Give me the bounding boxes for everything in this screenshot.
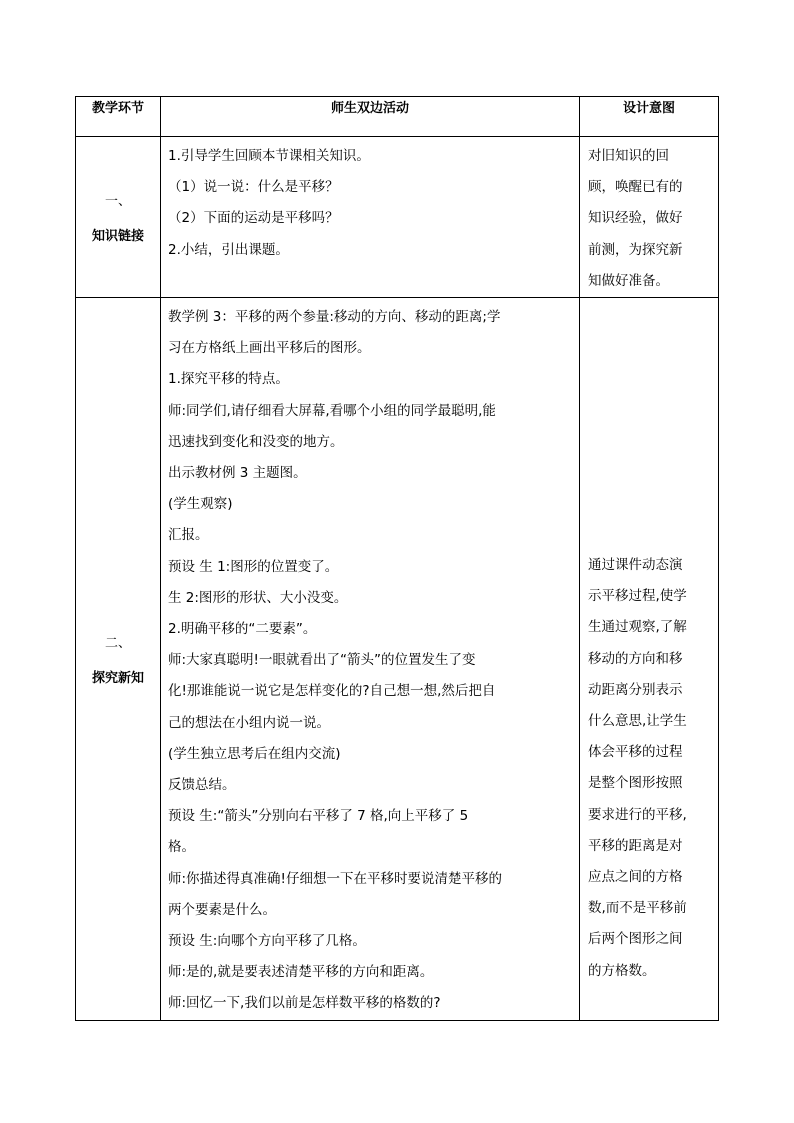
- header-intent: 设计意图: [580, 97, 719, 137]
- text-line: 知做好准备。: [588, 272, 669, 289]
- text-line: 格。: [168, 839, 195, 856]
- text-line: 师:同学们,请仔细看大屏幕,看哪个小组的同学最聪明,能: [168, 402, 496, 419]
- text-line: 顾，唤醒已有的: [588, 179, 683, 196]
- text-line: 动距离分别表示: [588, 681, 683, 698]
- text-line: 要求进行的平移,: [588, 806, 687, 823]
- text-line: 汇报。: [168, 527, 209, 544]
- text-line: 示平移过程,使学: [588, 588, 687, 605]
- stage-cell: [76, 298, 161, 1021]
- activity-cell: [161, 298, 580, 1021]
- text-line: 习在方格纸上画出平移后的图形。: [168, 340, 371, 357]
- activity-lines: [161, 298, 579, 1020]
- text-line: 预设 生 1:图形的位置变了。: [168, 558, 339, 575]
- stage-name: 探究新知: [91, 670, 144, 686]
- text-line: 出示教材例 3 主题图。: [168, 465, 307, 482]
- text-line: 应点之间的方格: [588, 869, 683, 886]
- stage-cell: [76, 137, 161, 298]
- intent-lines: [580, 298, 718, 987]
- text-line: 两个要素是什么。: [168, 901, 276, 918]
- text-line: 化!那谁能说一说它是怎样变化的?自己想一想,然后把自: [168, 683, 496, 700]
- text-line: 生通过观察,了解: [588, 619, 687, 636]
- text-line: 平移的距离是对: [588, 837, 683, 854]
- text-line: 1.探究平移的特点。: [168, 371, 289, 388]
- lesson-plan-table: [75, 96, 719, 1021]
- text-line: 己的想法在小组内说一说。: [168, 714, 330, 731]
- text-line: 预设 生:向哪个方向平移了几格。: [168, 933, 366, 950]
- table-row: [76, 298, 719, 1021]
- text-line: 通过课件动态演: [588, 557, 683, 574]
- text-line: 是整个图形按照: [588, 775, 683, 792]
- text-line: 迅速找到变化和没变的地方。: [168, 433, 344, 450]
- text-line: 师:你描述得真准确!仔细想一下在平移时要说清楚平移的: [168, 870, 502, 887]
- text-line: 对旧知识的回: [588, 148, 669, 164]
- text-line: (学生独立思考后在组内交流): [168, 745, 341, 762]
- text-line: 生 2:图形的形状、大小没变。: [168, 589, 348, 606]
- text-line: （2）下面的运动是平移吗？: [168, 210, 339, 227]
- text-line: 2.明确平移的“二要素”。: [168, 621, 317, 638]
- stage-number: 二、: [104, 635, 131, 651]
- text-line: 2.小结，引出课题。: [168, 241, 289, 258]
- text-line: 移动的方向和移: [588, 650, 683, 667]
- text-line: 师:大家真聪明!一眼就看出了“箭头”的位置发生了变: [168, 652, 476, 669]
- text-line: 师:是的,就是要表述清楚平移的方向和距离。: [168, 964, 434, 981]
- text-line: 前测，为探究新: [588, 241, 683, 258]
- text-line: 反馈总结。: [168, 777, 236, 794]
- intent-lines: [580, 137, 718, 297]
- text-line: 数,而不是平移前: [588, 900, 687, 917]
- text-line: 的方格数。: [588, 962, 656, 979]
- header-stage: 教学环节: [76, 97, 161, 137]
- text-line: （1）说一说：什么是平移？: [168, 179, 339, 196]
- activity-lines: [161, 137, 579, 266]
- text-line: 后两个图形之间: [588, 931, 683, 948]
- text-line: 师:回忆一下,我们以前是怎样数平移的格数的?: [168, 995, 441, 1012]
- text-line: 体会平移的过程: [588, 744, 683, 761]
- text-line: 教学例 3：平移的两个参量:移动的方向、移动的距离;学: [168, 309, 501, 326]
- text-line: 什么意思,让学生: [588, 713, 687, 730]
- text-line: (学生观察): [168, 496, 233, 513]
- text-line: 预设 生:“箭头”分别向右平移了 7 格,向上平移了 5: [168, 808, 469, 825]
- header-row: [76, 97, 719, 137]
- intent-cell: [580, 298, 719, 1021]
- text-line: 1.引导学生回顾本节课相关知识。: [168, 148, 370, 164]
- table-row: [76, 137, 719, 298]
- header-activity: 师生双边活动: [161, 97, 580, 137]
- stage-number: 一、: [104, 194, 131, 209]
- intent-cell: [580, 137, 719, 298]
- stage-name: 知识链接: [91, 229, 144, 244]
- activity-cell: [161, 137, 580, 298]
- text-line: 知识经验，做好: [588, 210, 683, 227]
